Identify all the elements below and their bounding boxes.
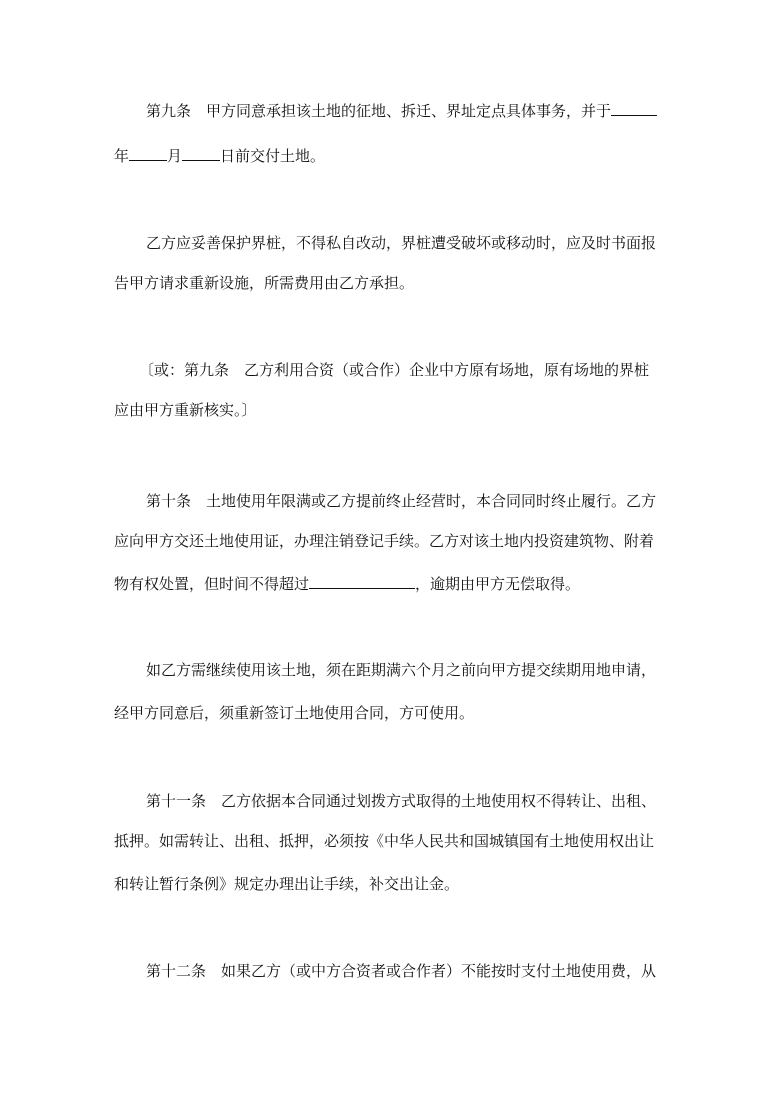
year-label: 年 [114, 147, 130, 165]
article-11-line-1: 第十一条 乙方依据本合同通过划拨方式取得的土地使用权不得转让、出租、 [146, 792, 657, 810]
delivery-text: 日前交付土地。 [220, 147, 326, 165]
month-blank [182, 146, 220, 161]
date-blank-day [611, 101, 657, 116]
boundary-paragraph-line-1: 乙方应妥善保护界桩，不得私自改动，界桩遭受破坏或移动时，应及时书面报 [146, 234, 657, 252]
article-9-line-2 [114, 146, 325, 166]
time-limit-blank [309, 574, 415, 589]
boundary-paragraph-line-2: 告甲方请求重新设施，所需费用由乙方承担。 [114, 274, 415, 292]
article-9-text: 第九条 甲方同意承担该土地的征地、拆迁、界址定点具体事务，并于 [146, 102, 612, 120]
disposal-text: 物有权处置，但时间不得超过 [114, 575, 310, 593]
article-12-line-1: 第十二条 如果乙方（或中方合资者或合作者）不能按时支付土地使用费，从 [146, 962, 657, 980]
alt-article-9-line-1: 〔或：第九条 乙方利用合资（或合作）企业中方原有场地，原有场地的界桩 [139, 361, 650, 379]
article-9-line-1 [146, 101, 657, 121]
forfeit-text: ，逾期由甲方无偿取得。 [415, 575, 581, 593]
article-10-line-2: 应向甲方交还土地使用证，办理注销登记手续。乙方对该土地内投资建筑物、附着 [114, 532, 655, 550]
alt-article-9-line-2: 应由甲方重新核实。〕 [114, 401, 257, 419]
renewal-paragraph-line-2: 经甲方同意后，须重新签订土地使用合同，方可使用。 [114, 704, 475, 722]
year-blank [129, 146, 167, 161]
article-11-line-2: 抵押。如需转让、出租、抵押，必须按《中华人民共和国城镇国有土地使用权出让 [114, 832, 655, 850]
month-label: 月 [167, 147, 183, 165]
article-10-line-3 [114, 574, 580, 594]
article-10-line-1: 第十条 土地使用年限满或乙方提前终止经营时，本合同同时终止履行。乙方 [146, 492, 657, 510]
article-11-line-3: 和转让暂行条例》规定办理出让手续，补交出让金。 [114, 875, 460, 893]
renewal-paragraph-line-1: 如乙方需继续使用该土地，须在距期满六个月之前向甲方提交续期用地申请， [146, 661, 657, 679]
